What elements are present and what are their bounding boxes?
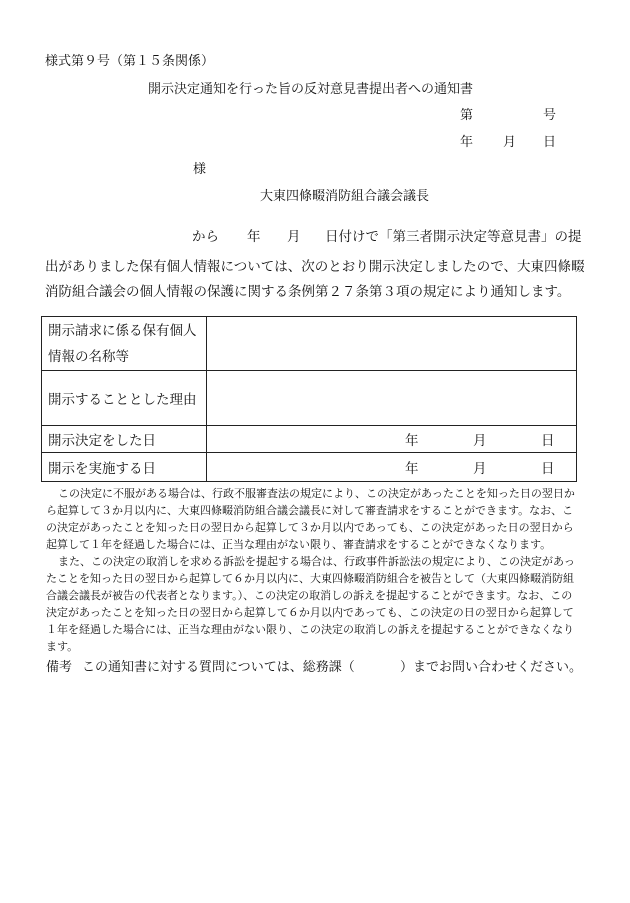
row-label-reason: 開示することとした理由 — [42, 371, 207, 426]
body-year: 年 — [247, 229, 261, 245]
reason-value[interactable] — [207, 371, 577, 426]
doc-number-suffix: 号 — [543, 108, 557, 123]
body-line2: 出がありました保有個人情報については、次のとおり開示決定しましたので、大東四條畷 — [45, 259, 585, 275]
implementation-date-year: 年 — [405, 461, 419, 477]
form-number: 様式第９号（第１５条関係） — [45, 54, 215, 69]
implementation-date-value[interactable] — [207, 453, 577, 482]
table-row — [42, 453, 577, 482]
remark-label: 備考 — [46, 660, 73, 675]
body-line1-rest: 日付けで「第三者開示決定等意見書」の提 — [325, 229, 582, 245]
implementation-date-day: 日 — [541, 461, 555, 477]
disclosure-info-table — [41, 316, 577, 482]
document-title: 開示決定通知を行った旨の反対意見書提出者への通知書 — [148, 82, 474, 97]
row-label-record-name-line1: 開示請求に係る保有個人 — [48, 322, 197, 339]
note-line: ら起算して３か月以内に、大東四條畷消防組合議会議長に対して審査請求をすることができます。なお、こ — [46, 504, 574, 517]
decision-date-year: 年 — [405, 433, 419, 449]
note-line: の決定があったことを知った日の翌日から起算して３か月以内であっても、この決定があった日の翌日から — [46, 521, 574, 534]
note-line: 起算して１年を経過した場合には、正当な理由がない限り、審査請求をすることができなくなります。 — [46, 538, 552, 551]
issue-date-day: 日 — [543, 135, 557, 150]
row-label-implementation-date: 開示を実施する日 — [42, 453, 207, 482]
decision-date-day: 日 — [541, 433, 555, 449]
record-name-value[interactable] — [207, 317, 577, 371]
table-row — [42, 371, 577, 426]
addressee-suffix: 様 — [193, 162, 207, 177]
sender-name: 大東四條畷消防組合議会議長 — [260, 189, 430, 204]
note-line: この決定に不服がある場合は、行政不服審査法の規定により、この決定があったことを知った日の翌日か — [58, 487, 575, 500]
body-kara: から — [192, 229, 219, 245]
row-label-record-name — [42, 317, 207, 371]
note-line: たことを知った日の翌日から起算して６か月以内に、大東四條畷消防組合を被告として（大東四條畷消防組 — [46, 572, 574, 585]
table-row — [42, 317, 577, 371]
note-line: ます。 — [46, 640, 79, 653]
body-month: 月 — [287, 229, 301, 245]
note-line: １年を経過した場合には、正当な理由がない限り、この決定の取消しの訴えを提起することができなくなり — [46, 623, 574, 636]
doc-number-prefix: 第 — [460, 108, 474, 123]
row-label-record-name-line2: 情報の名称等 — [48, 348, 129, 365]
note-line: 決定があったことを知った日の翌日から起算して６か月以内であっても、この決定の日の翌日から起算して — [46, 606, 574, 619]
row-label-decision-date: 開示決定をした日 — [42, 426, 207, 453]
decision-date-value[interactable] — [207, 426, 577, 453]
remark-text-b: ）までお問い合わせください。 — [400, 660, 583, 675]
note-line: 合議会議長が被告の代表者となります。）、この決定の取消しの訴えを提起することができます。なお、この — [46, 589, 573, 602]
issue-date-month: 月 — [503, 135, 517, 150]
remark-text-a: この通知書に対する質問については、総務課（ — [82, 660, 355, 675]
decision-date-month: 月 — [473, 433, 487, 449]
implementation-date-month: 月 — [473, 461, 487, 477]
note-line: また、この決定の取消しを求める訴訟を提起する場合は、行政事件訴訟法の規定により、この決定があっ — [58, 555, 575, 568]
body-line3: 消防組合議会の個人情報の保護に関する条例第２７条第３項の規定により通知します。 — [45, 284, 571, 300]
issue-date-year: 年 — [460, 135, 474, 150]
table-row — [42, 426, 577, 453]
